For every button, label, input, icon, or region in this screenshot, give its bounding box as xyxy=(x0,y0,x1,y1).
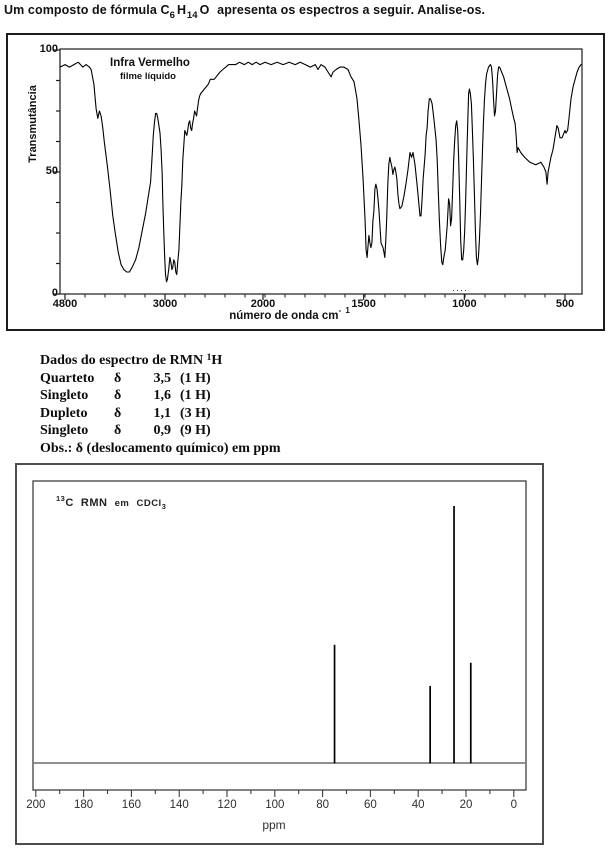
c13-x-axis-label: ppm xyxy=(262,818,286,832)
formula-subscript-6: 6 xyxy=(169,10,175,21)
c13-element: C xyxy=(65,497,74,509)
exercise-title xyxy=(4,3,486,21)
h1-nmr-row xyxy=(40,422,281,440)
multiplicity: Singleto xyxy=(40,423,89,439)
tick-label: 200 xyxy=(26,799,46,811)
title-text-rest: apresenta os espectros a seguir. Analise-os. xyxy=(217,3,486,17)
tick-label: 0 xyxy=(51,287,58,299)
delta-symbol: δ xyxy=(114,405,122,421)
shift-value: 0,9 xyxy=(153,423,171,439)
h1-heading-nucleus: H xyxy=(211,353,223,368)
tick-label: 500 xyxy=(555,298,575,310)
proton-count: (1 H) xyxy=(180,388,211,404)
tick-label: 1500 xyxy=(351,298,376,310)
ir-spectrum-panel xyxy=(6,33,605,331)
ir-axis-dots: ···· xyxy=(452,285,468,295)
multiplicity: Singleto xyxy=(40,388,89,404)
tick-label: 80 xyxy=(316,799,329,811)
delta-symbol: δ xyxy=(114,388,122,404)
multiplicity: Quarteto xyxy=(40,370,95,386)
h1-nmr-row xyxy=(40,370,281,388)
tick-label: 100 xyxy=(265,799,285,811)
formula-subscript-14: 14 xyxy=(186,10,198,21)
tick-label: 2000 xyxy=(250,298,276,310)
tick-label: 4800 xyxy=(52,298,78,310)
h1-heading-text: Dados do espectro de RMN xyxy=(40,353,207,368)
c13-solvent-subscript: 3 xyxy=(161,502,167,511)
ir-y-axis-label: Transmutância xyxy=(27,85,39,163)
tick-label: 3000 xyxy=(152,298,178,310)
c13-rmn-text: RMN xyxy=(80,497,108,509)
shift-value: 1,6 xyxy=(153,388,171,404)
tick-label: 40 xyxy=(411,799,425,811)
h1-nmr-heading xyxy=(40,350,281,370)
tick-label: 20 xyxy=(459,799,473,811)
h1-heading-superscript: 1 xyxy=(206,353,212,363)
h1-nmr-row xyxy=(40,405,281,423)
c13-em-text: em xyxy=(114,498,130,509)
title-text: Um composto de fórmula C xyxy=(4,3,170,17)
ir-x-axis-label-text: número de onda cm xyxy=(229,310,339,322)
tick-label: 100 xyxy=(39,43,58,55)
shift-value: 1,1 xyxy=(153,405,171,421)
tick-label: 1000 xyxy=(452,298,477,310)
tick-label: 50 xyxy=(45,165,58,177)
tick-label: 60 xyxy=(363,799,377,811)
h1-nmr-observation: Obs.: δ (deslocamento químico) em ppm xyxy=(40,440,281,456)
delta-symbol: δ xyxy=(114,423,122,439)
tick-label: 140 xyxy=(169,799,189,811)
ir-x-axis-label-exponent: - 1 xyxy=(338,306,351,315)
c13-title xyxy=(56,494,166,511)
c13-isotope-superscript: 13 xyxy=(56,494,66,503)
h1-nmr-data-block xyxy=(40,350,281,458)
proton-count: (1 H) xyxy=(180,370,211,386)
shift-value: 3,5 xyxy=(153,370,171,386)
multiplicity: Dupleto xyxy=(40,405,88,421)
h1-nmr-row xyxy=(40,387,281,405)
tick-label: 160 xyxy=(121,799,141,811)
proton-count: (3 H) xyxy=(180,405,211,421)
formula-o: O xyxy=(199,3,211,17)
tick-label: 0 xyxy=(510,799,517,811)
formula-h: H xyxy=(177,3,187,17)
c13-nmr-panel xyxy=(15,463,544,845)
tick-label: 120 xyxy=(217,799,237,811)
ir-title: Infra Vermelho xyxy=(110,57,190,69)
tick-label: 180 xyxy=(74,799,94,811)
ir-subtitle: filme líquido xyxy=(120,71,176,82)
delta-symbol: δ xyxy=(114,370,122,386)
c13-solvent-text: CDCl xyxy=(136,498,162,509)
proton-count: (9 H) xyxy=(180,423,211,439)
